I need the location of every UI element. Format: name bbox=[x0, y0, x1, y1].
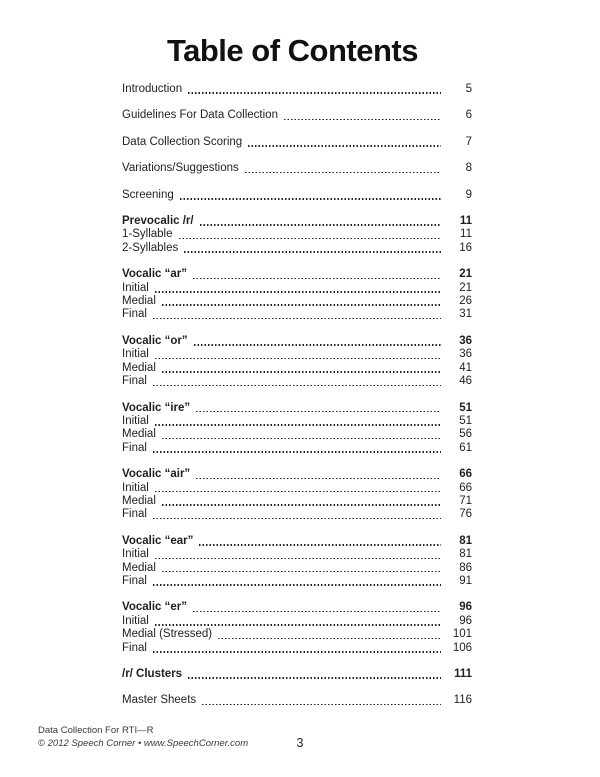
toc-entry-label: Medial bbox=[122, 494, 156, 507]
toc-entry-label: Master Sheets bbox=[122, 694, 197, 707]
toc-entry-page: 106 bbox=[452, 641, 472, 654]
toc-entry-label: Guidelines For Data Collection bbox=[122, 109, 278, 122]
footer-copyright: © 2012 Speech Corner • www.SpeechCorner.com bbox=[38, 737, 249, 749]
toc-subentry bbox=[122, 548, 472, 561]
dot-leader bbox=[193, 278, 441, 280]
dot-leader bbox=[162, 504, 441, 506]
toc-entry-page: 16 bbox=[459, 241, 472, 254]
toc-entry-label: Introduction bbox=[122, 83, 183, 95]
dot-leader bbox=[155, 291, 441, 293]
page-title: Table of Contents bbox=[167, 33, 418, 68]
toc-entry-page: 66 bbox=[459, 468, 472, 481]
dot-leader bbox=[179, 238, 442, 240]
toc-entry-page: 26 bbox=[459, 295, 472, 308]
toc-entry-label: Initial bbox=[122, 281, 149, 294]
toc-entry-page: 46 bbox=[459, 375, 472, 388]
toc-block bbox=[122, 694, 472, 707]
toc-entry-label: Vocalic “or” bbox=[122, 334, 188, 347]
toc-entry-label: Initial bbox=[122, 548, 149, 561]
toc-subentry bbox=[122, 415, 472, 428]
toc-block bbox=[122, 402, 472, 456]
toc-entry-label: Medial bbox=[122, 295, 156, 308]
toc-subentry bbox=[122, 495, 472, 508]
toc-entry-page: 41 bbox=[459, 361, 472, 374]
dot-leader bbox=[162, 438, 441, 440]
toc-entry-page: 11 bbox=[460, 228, 472, 241]
toc-entry bbox=[122, 268, 472, 281]
dot-leader bbox=[162, 571, 441, 573]
dot-leader bbox=[155, 424, 441, 426]
toc-block bbox=[122, 468, 472, 522]
toc-entry bbox=[122, 136, 472, 149]
table-of-contents bbox=[122, 83, 472, 721]
toc-subentry bbox=[122, 282, 472, 295]
toc-entry bbox=[122, 189, 472, 202]
toc-entry-page: 81 bbox=[459, 548, 472, 561]
dot-leader bbox=[199, 544, 441, 546]
toc-block bbox=[122, 189, 472, 202]
footer-book-title: Data Collection For RTI—R bbox=[38, 725, 154, 736]
toc-entry-label: Vocalic “ire” bbox=[122, 401, 191, 414]
toc-entry-page: 96 bbox=[459, 614, 472, 627]
toc-block bbox=[122, 215, 472, 255]
dot-leader bbox=[162, 304, 441, 306]
toc-block bbox=[122, 162, 472, 175]
dot-leader bbox=[184, 251, 441, 253]
toc-entry-page: 36 bbox=[459, 334, 472, 347]
toc-entry-page: 111 bbox=[454, 668, 472, 680]
dot-leader bbox=[180, 198, 441, 200]
toc-subentry bbox=[122, 228, 472, 241]
toc-entry-label: Screening bbox=[122, 188, 174, 201]
toc-entry-label: Initial bbox=[122, 614, 149, 627]
dot-leader bbox=[155, 358, 441, 360]
toc-entry-label: Vocalic “ar” bbox=[122, 268, 187, 281]
toc-entry-label: Initial bbox=[122, 481, 149, 494]
toc-subentry bbox=[122, 362, 472, 375]
toc-block bbox=[122, 601, 472, 655]
toc-entry-page: 66 bbox=[459, 481, 472, 494]
toc-entry bbox=[122, 215, 472, 228]
dot-leader bbox=[188, 92, 441, 94]
toc-entry-label: Vocalic “air” bbox=[122, 468, 191, 481]
toc-entry bbox=[122, 601, 472, 614]
toc-entry-page: 21 bbox=[459, 268, 472, 281]
dot-leader bbox=[153, 651, 441, 653]
toc-subentry bbox=[122, 242, 472, 255]
toc-entry-page: 96 bbox=[459, 601, 472, 614]
toc-subentry bbox=[122, 628, 472, 641]
toc-subentry bbox=[122, 295, 472, 308]
toc-subentry bbox=[122, 375, 472, 388]
dot-leader bbox=[193, 611, 441, 613]
toc-entry-page: 71 bbox=[459, 494, 472, 507]
toc-entry-label: Data Collection Scoring bbox=[122, 135, 243, 148]
dot-leader bbox=[196, 478, 441, 480]
toc-entry-page: 51 bbox=[459, 414, 472, 427]
toc-block bbox=[122, 109, 472, 122]
dot-leader bbox=[153, 518, 441, 520]
toc-entry bbox=[122, 468, 472, 481]
dot-leader bbox=[188, 677, 441, 679]
dot-leader bbox=[153, 584, 441, 586]
toc-entry-label: Final bbox=[122, 574, 147, 587]
dot-leader bbox=[155, 624, 441, 626]
toc-entry-label: Final bbox=[122, 641, 147, 654]
toc-entry-label: Prevocalic /r/ bbox=[122, 215, 194, 228]
toc-entry-label: Final bbox=[122, 441, 147, 454]
toc-entry bbox=[122, 694, 472, 707]
toc-entry-page: 11 bbox=[459, 215, 472, 228]
toc-entry-page: 36 bbox=[459, 348, 472, 361]
toc-entry bbox=[122, 402, 472, 415]
toc-block bbox=[122, 335, 472, 389]
dot-leader bbox=[153, 318, 441, 320]
toc-entry-label: Medial bbox=[122, 561, 156, 574]
toc-block bbox=[122, 136, 472, 149]
toc-entry bbox=[122, 83, 472, 96]
toc-entry bbox=[122, 335, 472, 348]
dot-leader bbox=[155, 491, 441, 493]
toc-entry-page: 61 bbox=[459, 441, 472, 454]
toc-entry-page: 7 bbox=[465, 135, 472, 148]
toc-entry-label: Medial bbox=[122, 361, 156, 374]
dot-leader bbox=[153, 451, 441, 453]
toc-entry-label: 2-Syllables bbox=[122, 241, 179, 254]
toc-entry-page: 8 bbox=[465, 162, 472, 175]
dot-leader bbox=[196, 411, 441, 413]
toc-subentry bbox=[122, 575, 472, 588]
toc-subentry bbox=[122, 482, 472, 495]
toc-entry-page: 9 bbox=[465, 188, 472, 201]
dot-leader bbox=[200, 224, 441, 226]
dot-leader bbox=[284, 119, 441, 121]
dot-leader bbox=[218, 638, 441, 640]
toc-entry-label: Vocalic “ear” bbox=[122, 534, 194, 547]
toc-block bbox=[122, 668, 472, 681]
toc-entry-page: 86 bbox=[459, 561, 472, 574]
toc-subentry bbox=[122, 348, 472, 361]
toc-entry-label: Initial bbox=[122, 348, 149, 361]
toc-entry bbox=[122, 535, 472, 548]
dot-leader bbox=[245, 172, 441, 174]
toc-entry bbox=[122, 162, 472, 175]
footer-page-number: 3 bbox=[296, 736, 304, 750]
dot-leader bbox=[155, 558, 441, 560]
toc-subentry bbox=[122, 308, 472, 321]
toc-entry-label: Medial bbox=[122, 428, 156, 441]
toc-entry-label: Final bbox=[122, 508, 147, 521]
toc-block bbox=[122, 268, 472, 322]
toc-entry-page: 31 bbox=[459, 308, 472, 321]
toc-subentry bbox=[122, 442, 472, 455]
toc-entry-page: 21 bbox=[459, 281, 472, 294]
toc-entry-label: Variations/Suggestions bbox=[122, 162, 239, 175]
toc-entry-page: 91 bbox=[459, 574, 472, 587]
toc-entry-page: 6 bbox=[465, 109, 472, 122]
toc-entry-page: 76 bbox=[459, 508, 472, 521]
toc-entry-page: 81 bbox=[459, 534, 472, 547]
toc-entry-label: Final bbox=[122, 375, 147, 388]
dot-leader bbox=[194, 344, 441, 346]
toc-block bbox=[122, 83, 472, 96]
dot-leader bbox=[153, 385, 441, 387]
toc-entry-label: /r/ Clusters bbox=[122, 668, 183, 680]
toc-entry-label: Medial (Stressed) bbox=[122, 628, 213, 641]
toc-block bbox=[122, 535, 472, 589]
toc-subentry bbox=[122, 508, 472, 521]
dot-leader bbox=[162, 371, 441, 373]
toc-entry-label: Initial bbox=[122, 414, 149, 427]
toc-subentry bbox=[122, 615, 472, 628]
toc-entry-page: 101 bbox=[452, 628, 472, 641]
dot-leader bbox=[202, 704, 441, 706]
toc-subentry bbox=[122, 428, 472, 441]
dot-leader bbox=[248, 145, 441, 147]
toc-entry-label: Vocalic “er” bbox=[122, 601, 187, 614]
toc-entry-page: 51 bbox=[459, 401, 472, 414]
toc-entry bbox=[122, 668, 472, 681]
toc-subentry bbox=[122, 642, 472, 655]
toc-entry-page: 116 bbox=[453, 694, 472, 707]
toc-entry-page: 56 bbox=[459, 428, 472, 441]
toc-entry bbox=[122, 109, 472, 122]
toc-entry-label: Final bbox=[122, 308, 147, 321]
toc-subentry bbox=[122, 562, 472, 575]
toc-entry-page: 5 bbox=[465, 83, 472, 95]
toc-entry-label: 1-Syllable bbox=[122, 228, 173, 241]
